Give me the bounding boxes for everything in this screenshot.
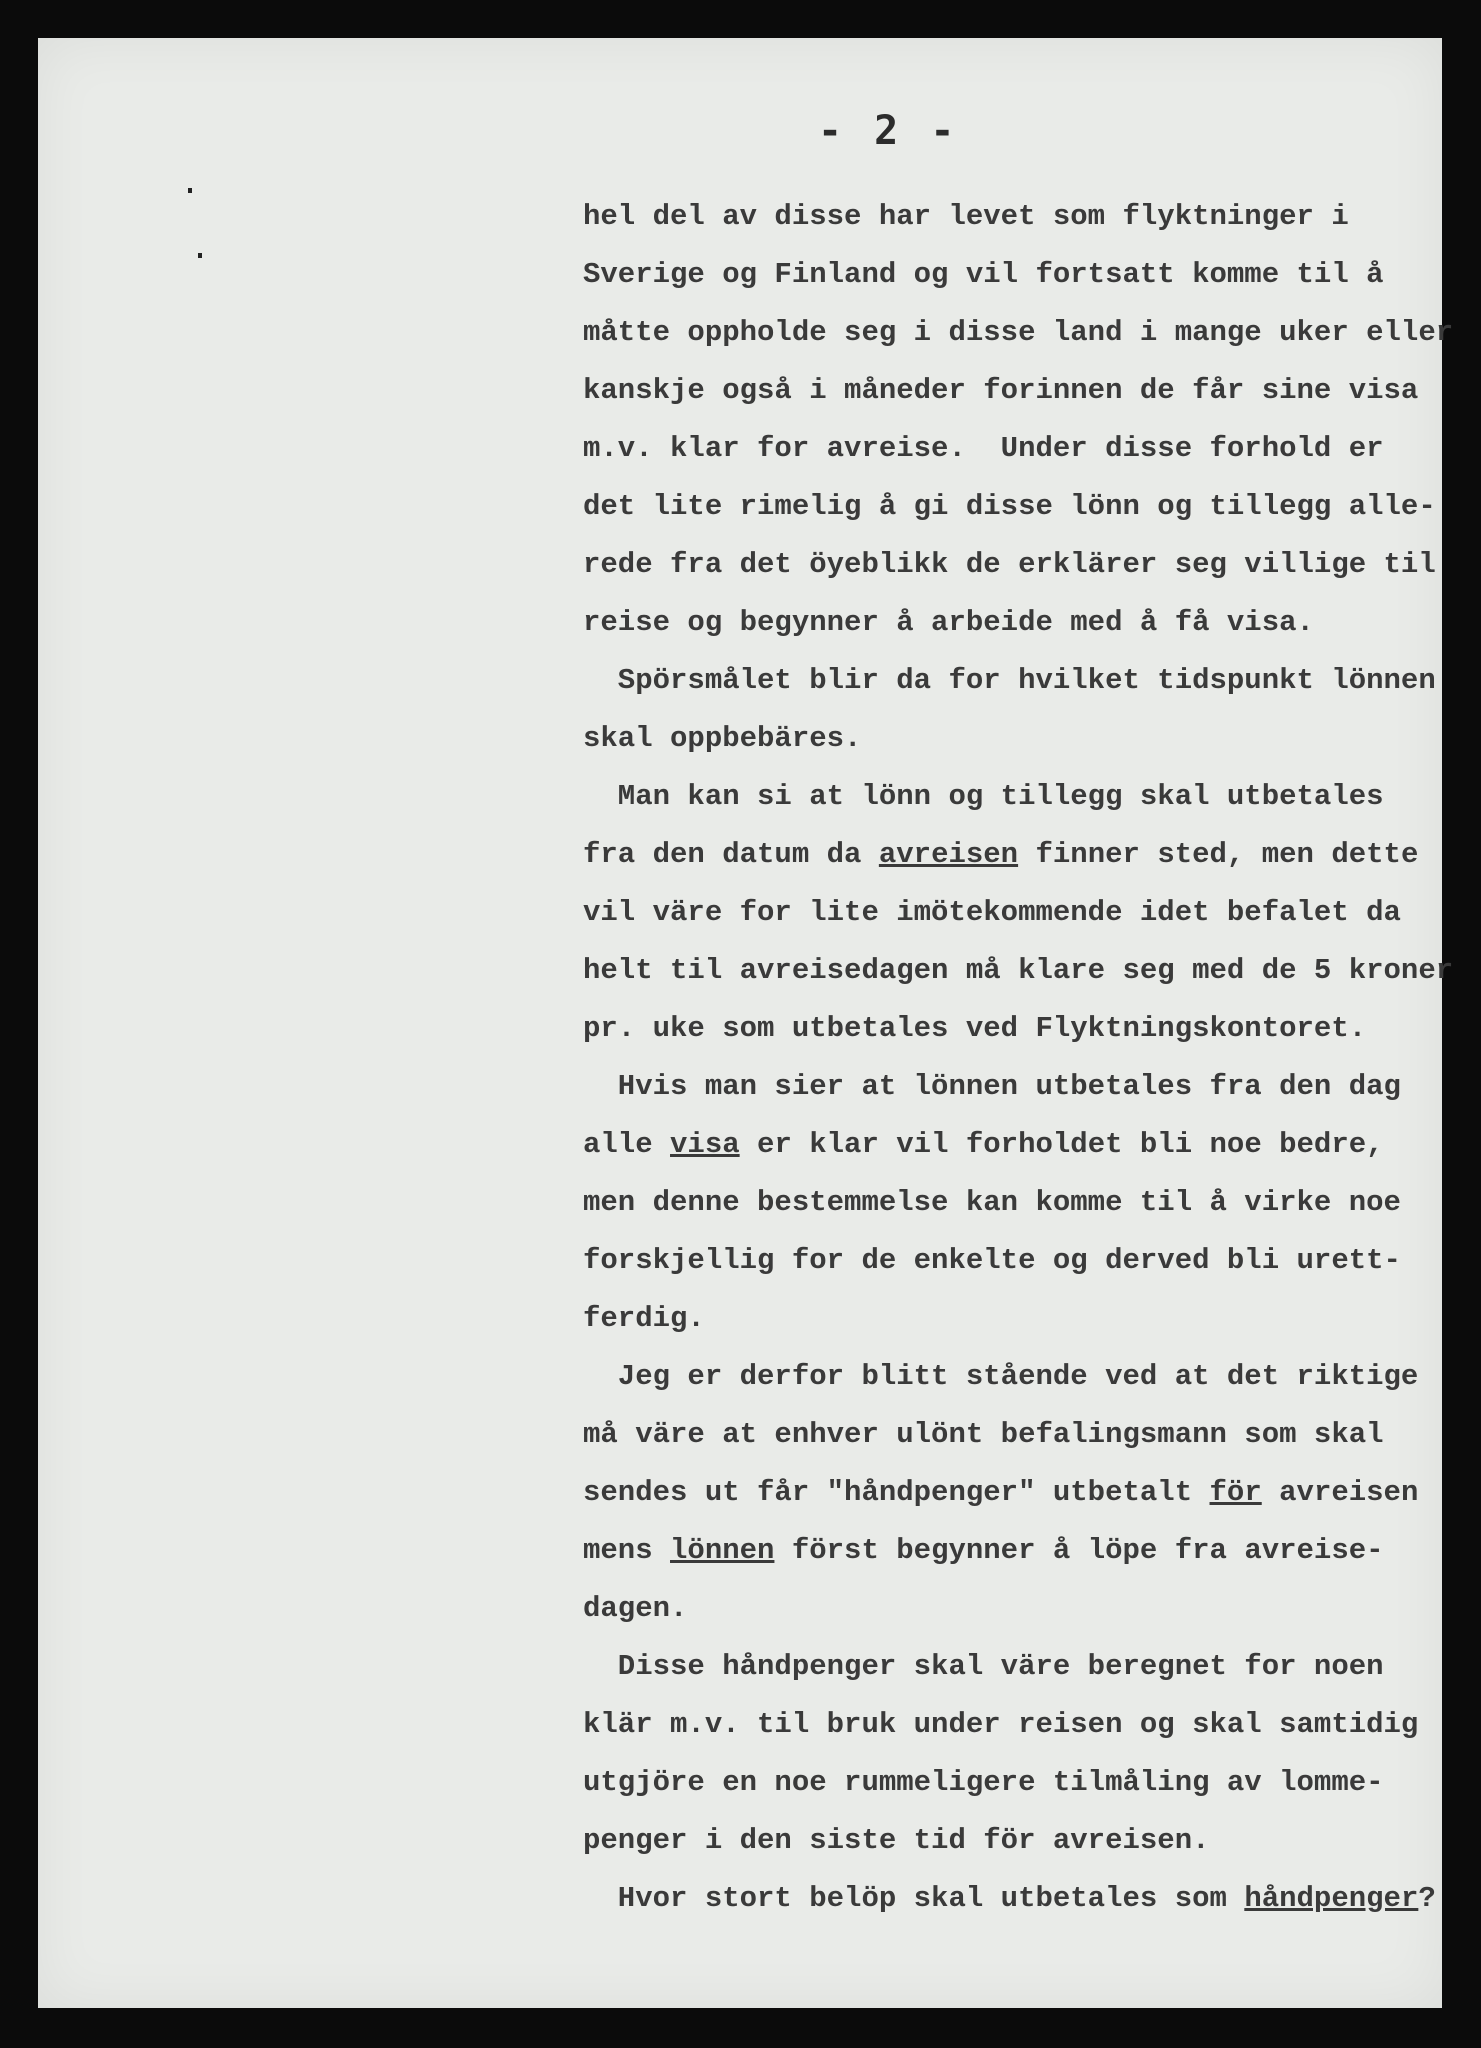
text-line: Sverige og Finland og vil fortsatt komme til å: [583, 258, 1384, 291]
ink-speck: [198, 253, 202, 258]
underlined-word: för: [1209, 1476, 1262, 1509]
underlined-word: håndpenger: [1244, 1882, 1419, 1915]
text-line: forskjellig for de enkelte og derved bli urett-: [583, 1244, 1401, 1277]
text-line: fra den datum da avreisen finner sted, men dette: [583, 838, 1419, 871]
text-line: Jeg er derfor blitt stående ved at det riktige: [583, 1360, 1419, 1393]
text-line: alle visa er klar vil forholdet bli noe bedre,: [583, 1128, 1384, 1161]
text-line: m.v. klar for avreise. Under disse forhold er: [583, 432, 1384, 465]
text-line: må väre at enhver ulönt befalingsmann som skal: [583, 1418, 1384, 1451]
text-line: penger i den siste tid för avreisen.: [583, 1824, 1210, 1857]
text-line: mens lönnen först begynner å löpe fra avreise-: [583, 1534, 1384, 1567]
text-line: utgjöre en noe rummeligere tilmåling av lomme-: [583, 1766, 1384, 1799]
document-page: [38, 38, 1454, 2008]
underlined-word: avreisen: [878, 838, 1019, 871]
text-line: men denne bestemmelse kan komme til å virke noe: [583, 1186, 1401, 1219]
text-line: Hvis man sier at lönnen utbetales fra den dag: [583, 1070, 1401, 1103]
text-line: måtte oppholde seg i disse land i mange uker eller: [583, 316, 1454, 349]
underlined-word: lönnen: [670, 1534, 775, 1567]
text-line: ferdig.: [583, 1302, 705, 1335]
text-line: hel del av disse har levet som flyktninger i: [583, 200, 1349, 233]
text-line: Man kan si at lönn og tillegg skal utbetales: [583, 780, 1384, 813]
underlined-word: visa: [670, 1128, 740, 1161]
page-number: - 2 -: [818, 108, 959, 154]
text-line: reise og begynner å arbeide med å få visa.: [583, 606, 1314, 639]
typed-text-body: [583, 188, 1463, 1928]
text-line: helt til avreisedagen må klare seg med de 5 kroner: [583, 954, 1454, 987]
text-line: skal oppbebäres.: [583, 722, 862, 755]
text-line: pr. uke som utbetales ved Flyktningskontoret.: [583, 1012, 1367, 1045]
text-line: dagen.: [583, 1592, 688, 1625]
text-line: det lite rimelig å gi disse lönn og tillegg alle-: [583, 490, 1436, 523]
text-line: kanskje også i måneder forinnen de får sine visa: [583, 374, 1419, 407]
text-line: rede fra det öyeblikk de erklärer seg villige til: [583, 548, 1436, 581]
text-line: Spörsmålet blir da for hvilket tidspunkt lönnen: [583, 664, 1436, 697]
text-line: vil väre for lite imötekommende idet befalet da: [583, 896, 1401, 929]
text-line: klär m.v. til bruk under reisen og skal samtidig: [583, 1708, 1419, 1741]
text-line: Hvor stort belöp skal utbetales som håndpenger?: [583, 1882, 1436, 1915]
ink-speck: [188, 188, 192, 193]
text-line: Disse håndpenger skal väre beregnet for noen: [583, 1650, 1384, 1683]
text-line: sendes ut får "håndpenger" utbetalt för avreisen: [583, 1476, 1419, 1509]
